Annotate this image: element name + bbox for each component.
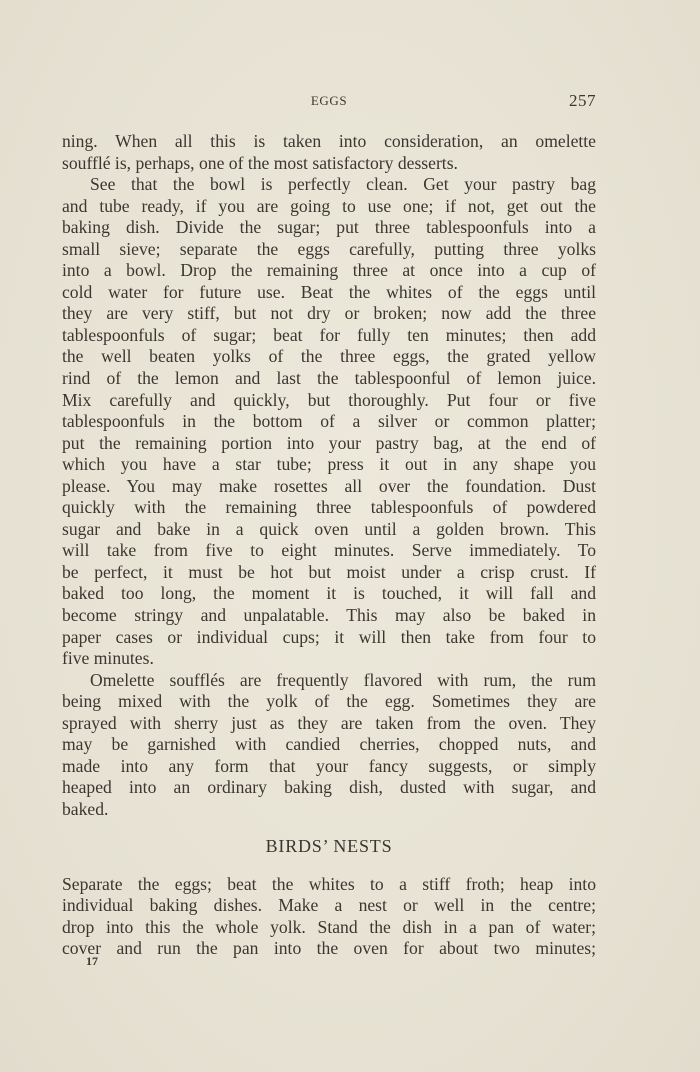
body-text bbox=[62, 131, 596, 960]
text-line: tablespoonfuls in the bottom of a silver or common platter; bbox=[62, 411, 596, 432]
text-line: quickly with the remaining three tablespoonfuls of powdered bbox=[62, 497, 596, 518]
text-line: cold water for future use. Beat the whites of the eggs until bbox=[62, 281, 596, 302]
text-line: Mix carefully and quickly, but thoroughly. Put four or five bbox=[62, 389, 596, 410]
paragraph bbox=[62, 670, 596, 821]
text-line: sugar and bake in a quick oven until a golden brown. This bbox=[62, 518, 596, 539]
text-line: made into any form that your fancy suggests, or simply bbox=[62, 755, 596, 776]
text-line: please. You may make rosettes all over the foundation. Dust bbox=[62, 475, 596, 496]
text-line: soufflé is, perhaps, one of the most satisfactory desserts. bbox=[62, 152, 458, 173]
paragraph bbox=[62, 174, 596, 670]
text-line: put the remaining portion into your pastry bag, at the end of bbox=[62, 432, 596, 453]
text-line: rind of the lemon and last the tablespoonful of lemon juice. bbox=[62, 368, 596, 389]
text-line: be perfect, it must be hot but moist under a crisp crust. If bbox=[62, 561, 596, 582]
text-line: See that the bowl is perfectly clean. Get your pastry bag bbox=[90, 174, 596, 195]
text-line: which you have a star tube; press it out in any shape you bbox=[62, 454, 596, 475]
running-title: EGGS bbox=[310, 93, 348, 108]
text-line: and tube ready, if you are going to use one; if not, get out the bbox=[62, 195, 596, 216]
text-line: baked too long, the moment it is touched, it will fall and bbox=[62, 583, 596, 604]
text-line: five minutes. bbox=[62, 648, 154, 669]
main-paragraphs bbox=[62, 131, 596, 821]
text-line: being mixed with the yolk of the egg. Sometimes they are bbox=[62, 691, 596, 712]
text-line: into a bowl. Drop the remaining three at once into a cup of bbox=[62, 260, 596, 281]
book-page bbox=[62, 91, 596, 960]
text-line: heaped into an ordinary baking dish, dusted with sugar, and bbox=[62, 777, 596, 798]
text-line: may be garnished with candied cherries, chopped nuts, and bbox=[62, 734, 596, 755]
text-line: sprayed with sherry just as they are taken from the oven. They bbox=[62, 712, 596, 733]
text-line: will take from five to eight minutes. Serve immediately. To bbox=[62, 540, 596, 561]
running-head bbox=[62, 91, 596, 115]
paragraph bbox=[62, 131, 596, 174]
text-line: paper cases or individual cups; it will then take from four to bbox=[62, 626, 596, 647]
page-number: 257 bbox=[569, 91, 596, 110]
section-heading-birds-nests: BIRDS’ NESTS bbox=[265, 835, 393, 856]
text-line: Omelette soufflés are frequently flavored with rum, the rum bbox=[90, 669, 596, 690]
text-line: baked. bbox=[62, 798, 109, 819]
text-line: tablespoonfuls of sugar; beat for fully ten minutes; then add bbox=[62, 324, 596, 345]
signature-mark: 17 bbox=[86, 954, 98, 968]
text-line: become stringy and unpalatable. This may also be baked in bbox=[62, 605, 596, 626]
text-line: Separate the eggs; beat the whites to a stiff froth; heap into bbox=[62, 873, 596, 894]
text-line: individual baking dishes. Make a nest or well in the centre; bbox=[62, 895, 596, 916]
paragraph bbox=[62, 874, 596, 960]
text-line: baking dish. Divide the sugar; put three tablespoonfuls into a bbox=[62, 217, 596, 238]
text-line: cover and run the pan into the oven for about two minutes; bbox=[62, 938, 596, 959]
text-line: the well beaten yolks of the three eggs, the grated yellow bbox=[62, 346, 596, 367]
text-line: small sieve; separate the eggs carefully, putting three yolks bbox=[62, 238, 596, 259]
text-line: they are very stiff, but not dry or broken; now add the three bbox=[62, 303, 596, 324]
text-line: drop into this the whole yolk. Stand the dish in a pan of water; bbox=[62, 916, 596, 937]
section-paragraphs bbox=[62, 874, 596, 960]
text-line: ning. When all this is taken into consideration, an omelette bbox=[62, 131, 596, 151]
